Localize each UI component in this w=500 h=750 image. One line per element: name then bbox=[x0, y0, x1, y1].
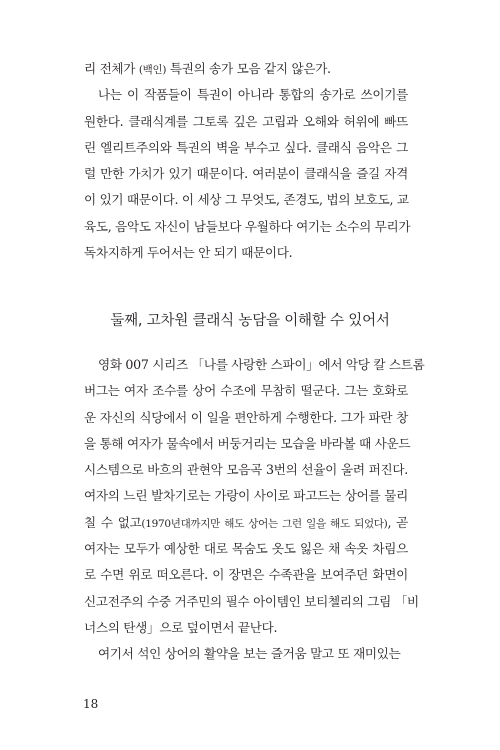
text-segment: 영화 007 시리즈 「나를 사랑한 스파이」에서 악당 칼 스트롬 bbox=[98, 357, 425, 372]
text-line bbox=[84, 589, 419, 615]
text-segment: 럴 만한 가치가 있기 때문이다. 여러분이 클래식을 즐길 자격 bbox=[84, 166, 408, 182]
page-number: 18 bbox=[83, 697, 99, 711]
text-line bbox=[84, 536, 408, 562]
parenthetical-note: (1970년대까지만 해도 상어는 그런 일을 해도 되었다) bbox=[141, 517, 388, 530]
text-segment: 리 전체가 bbox=[84, 61, 139, 76]
text-segment: 여기서 석인 상어의 활약을 보는 즐거움 말고 또 재미있는 bbox=[98, 646, 401, 662]
text-line bbox=[84, 615, 408, 641]
text-line bbox=[84, 431, 411, 457]
text-segment: , 곧 bbox=[387, 514, 408, 530]
text-segment: 버그는 여자 조수를 상어 수조에 무참히 떨군다. 그는 호화로 bbox=[84, 383, 408, 399]
text-segment: 로 수면 위로 떠오른다. 이 장면은 수족관을 보여주던 화면이 bbox=[84, 567, 408, 583]
text-segment: 칠 수 없고 bbox=[84, 514, 142, 530]
text-segment: 너스의 탄생」으로 덮이면서 끝난다. bbox=[84, 619, 278, 635]
text-line bbox=[84, 483, 408, 509]
text-line bbox=[84, 457, 408, 483]
text-segment: 운 자신의 식당에서 이 일을 편안하게 수행한다. 그가 파란 창 bbox=[84, 409, 408, 425]
text-line bbox=[84, 109, 408, 135]
text-line bbox=[84, 240, 408, 266]
text-segment: 여자는 모두가 예상한 대로 목숨도 옷도 잃은 채 속옷 차림으 bbox=[84, 541, 408, 557]
text-segment: 린 엘리트주의와 특권의 벽을 부수고 싶다. 클래식 음악은 그 bbox=[84, 139, 408, 155]
section-heading: 둘째, 고차원 클래식 농담을 이해할 수 있어서 bbox=[110, 313, 390, 329]
text-line bbox=[84, 187, 408, 213]
text-line bbox=[84, 82, 408, 108]
text-segment: 원한다. 클래식계를 그토록 깊은 고립과 오해와 허위에 빠뜨 bbox=[84, 113, 408, 129]
text-line bbox=[84, 405, 408, 431]
text-line bbox=[84, 56, 408, 82]
text-line bbox=[84, 135, 408, 161]
body-text-bottom bbox=[84, 352, 425, 668]
text-line bbox=[84, 352, 425, 378]
text-line bbox=[84, 214, 411, 240]
text-line bbox=[84, 161, 408, 187]
parenthetical-note: (백인) bbox=[138, 64, 167, 76]
text-segment: 나는 이 작품들이 특권이 아니라 통합의 송가로 쓰이기를 bbox=[98, 87, 408, 103]
text-segment: 신고전주의 수중 거주민의 필수 아이템인 보티첼리의 그림 「비 bbox=[84, 593, 419, 609]
text-segment: 육도, 음악도 자신이 남들보다 우월하다 여기는 소수의 무리가 bbox=[84, 218, 411, 234]
text-line bbox=[84, 378, 408, 404]
text-segment: 특권의 송가 모음 같지 않은가. bbox=[166, 61, 331, 76]
body-text-top bbox=[84, 56, 411, 266]
text-line bbox=[84, 641, 408, 667]
text-segment: 독차지하게 두어서는 안 되기 때문이다. bbox=[84, 245, 293, 261]
text-segment: 시스템으로 바흐의 관현악 모음곡 3번의 선율이 울려 퍼진다. bbox=[84, 462, 408, 478]
text-segment: 을 통해 여자가 물속에서 버둥거리는 모습을 바라볼 때 사운드 bbox=[84, 435, 411, 451]
text-line bbox=[84, 510, 408, 536]
text-segment: 이 있기 때문이다. 이 세상 그 무엇도, 존경도, 법의 보호도, 교 bbox=[84, 192, 409, 208]
text-line bbox=[84, 562, 408, 588]
text-segment: 여자의 느린 발차기로는 가랑이 사이로 파고드는 상어를 물리 bbox=[84, 488, 408, 504]
